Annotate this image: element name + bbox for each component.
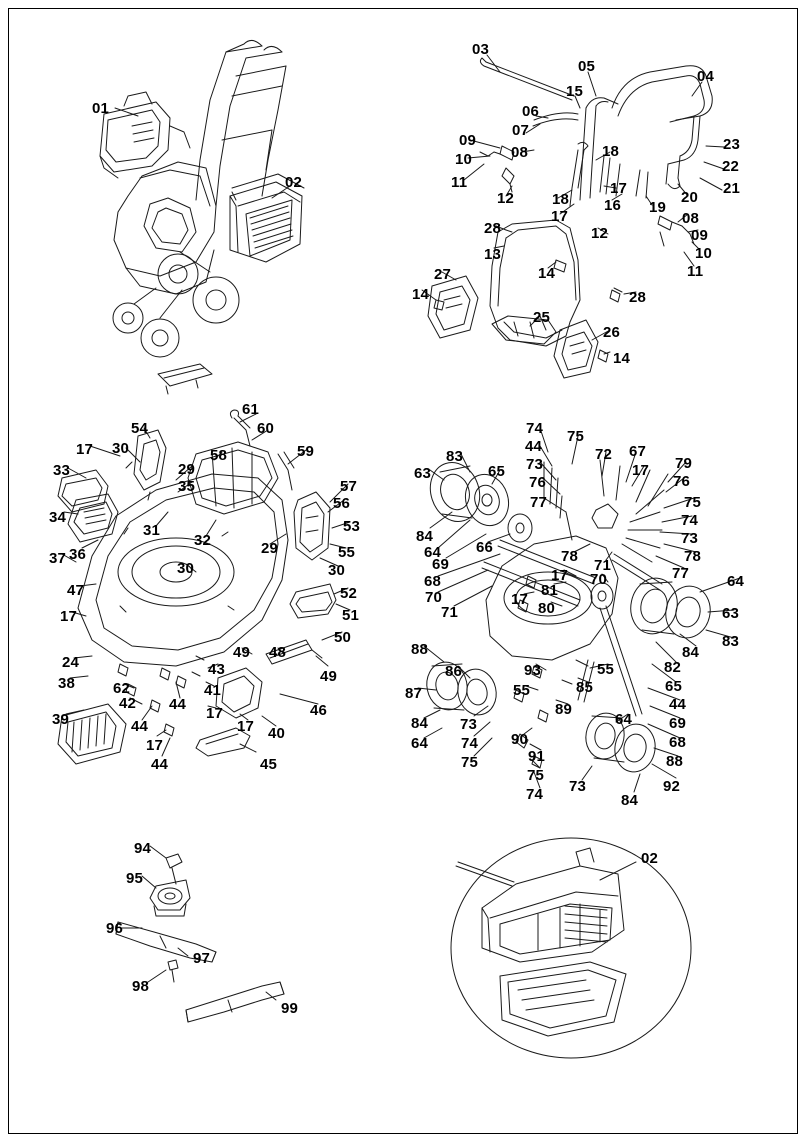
callout-64-c: 64 [615, 711, 633, 728]
callout-73-b: 73 [681, 530, 699, 547]
callout-44-e: 44 [669, 696, 687, 713]
callout-68-a: 68 [424, 573, 442, 590]
callout-76-b: 76 [673, 473, 691, 490]
callout-72: 72 [595, 446, 613, 463]
callout-26: 26 [603, 324, 621, 341]
callout-12-b: 12 [591, 225, 609, 242]
callout-74-b: 74 [681, 512, 699, 529]
callout-14-a: 14 [538, 265, 556, 282]
callout-50: 50 [334, 629, 352, 646]
callout-84-b: 84 [682, 644, 700, 661]
callout-17-h: 17 [632, 462, 650, 479]
callout-02-detail: 02 [641, 850, 659, 867]
callout-43: 43 [208, 661, 226, 678]
callout-10: 10 [455, 151, 473, 168]
callout-16: 16 [604, 197, 622, 214]
callout-98: 98 [132, 978, 150, 995]
callout-12: 12 [497, 190, 515, 207]
callout-73-a: 73 [526, 456, 544, 473]
callout-93: 93 [524, 662, 542, 679]
callout-28-a: 28 [484, 220, 502, 237]
callout-69-a: 69 [432, 556, 450, 573]
callout-66: 66 [476, 539, 494, 556]
callout-85: 85 [576, 679, 594, 696]
callout-44-a: 44 [169, 696, 187, 713]
callout-75-c: 75 [461, 754, 479, 771]
callout-55-c: 55 [513, 682, 531, 699]
callout-80: 80 [538, 600, 556, 617]
leaders-panel-5 [122, 846, 276, 1000]
callout-08-b: 08 [682, 210, 700, 227]
callout-29-b: 29 [261, 540, 279, 557]
callout-09: 09 [459, 132, 477, 149]
callout-09-b: 09 [691, 227, 709, 244]
callout-42: 42 [119, 695, 137, 712]
callout-64-a: 64 [424, 544, 442, 561]
callout-77-a: 77 [530, 494, 548, 511]
callout-22: 22 [722, 158, 740, 175]
callout-14-b: 14 [412, 286, 430, 303]
callout-40: 40 [268, 725, 286, 742]
callout-19: 19 [649, 199, 667, 216]
callout-21: 21 [723, 180, 741, 197]
callout-29-a: 29 [178, 461, 196, 478]
callout-74-d: 74 [526, 786, 544, 803]
callout-73-c: 73 [460, 716, 478, 733]
callout-69-b: 69 [669, 715, 687, 732]
callout-47: 47 [67, 582, 85, 599]
callout-30-c: 30 [177, 560, 195, 577]
callout-51: 51 [342, 607, 360, 624]
callout-90: 90 [511, 731, 529, 748]
callout-08: 08 [511, 144, 529, 161]
callout-38: 38 [58, 675, 76, 692]
callout-58: 58 [210, 447, 228, 464]
callout-75-a: 75 [567, 428, 585, 445]
callout-18-b: 18 [552, 191, 570, 208]
callout-02: 02 [285, 174, 303, 191]
callout-59: 59 [297, 443, 315, 460]
callout-17-a: 17 [610, 180, 628, 197]
callout-49-b: 49 [320, 668, 338, 685]
callout-84-c: 84 [411, 715, 429, 732]
callout-82: 82 [664, 659, 682, 676]
callout-97: 97 [193, 950, 211, 967]
callout-13: 13 [484, 246, 502, 263]
callout-76-a: 76 [529, 474, 547, 491]
callout-70-a: 70 [425, 589, 443, 606]
callout-70-b: 70 [590, 571, 608, 588]
callout-48: 48 [269, 644, 287, 661]
callout-84-a: 84 [416, 528, 434, 545]
callout-41: 41 [204, 682, 222, 699]
callout-35: 35 [178, 478, 196, 495]
art-grassbox-detail [451, 838, 691, 1058]
callout-17-b: 17 [551, 208, 569, 225]
callout-37: 37 [49, 550, 67, 567]
callout-94: 94 [134, 840, 152, 857]
callout-44-d: 44 [525, 438, 543, 455]
art-mower-assembly [100, 40, 304, 394]
callout-57: 57 [340, 478, 358, 495]
callout-71-b: 71 [441, 604, 459, 621]
callout-83-a: 83 [446, 448, 464, 465]
callout-86: 86 [445, 663, 463, 680]
callout-46: 46 [310, 702, 328, 719]
callout-24: 24 [62, 654, 80, 671]
callout-05: 05 [578, 58, 596, 75]
callout-88-a: 88 [411, 641, 429, 658]
callout-39: 39 [52, 711, 70, 728]
art-handle-assembly [428, 58, 715, 378]
callout-04: 04 [697, 68, 715, 85]
callout-64-d: 64 [411, 735, 429, 752]
callout-53: 53 [343, 518, 361, 535]
callout-74-a: 74 [526, 420, 544, 437]
callout-30-b: 30 [328, 562, 346, 579]
callout-65-a: 65 [488, 463, 506, 480]
callout-71-a: 71 [594, 557, 612, 574]
callout-45: 45 [260, 756, 278, 773]
callout-84-d: 84 [621, 792, 639, 809]
callout-32: 32 [194, 532, 212, 549]
callout-07: 07 [512, 122, 530, 139]
callout-23: 23 [723, 136, 741, 153]
callout-78-b: 78 [684, 548, 702, 565]
callout-75-d: 75 [527, 767, 545, 784]
callout-17-e: 17 [206, 705, 224, 722]
callout-73-d: 73 [569, 778, 587, 795]
callout-27: 27 [434, 266, 452, 283]
art-deck-left [58, 410, 336, 764]
callout-49-a: 49 [233, 644, 251, 661]
callout-99: 99 [281, 1000, 299, 1017]
callout-64-b: 64 [727, 573, 745, 590]
callout-68-b: 68 [669, 734, 687, 751]
callout-91: 91 [528, 748, 546, 765]
callout-54: 54 [131, 420, 149, 437]
callout-87: 87 [405, 685, 423, 702]
callout-55-a: 55 [338, 544, 356, 561]
callout-63-b: 63 [722, 605, 740, 622]
callout-20: 20 [681, 189, 699, 206]
callout-95: 95 [126, 870, 144, 887]
callout-17-f: 17 [237, 718, 255, 735]
callout-89: 89 [555, 701, 573, 718]
callout-75-b: 75 [684, 494, 702, 511]
callout-17-d: 17 [60, 608, 78, 625]
callout-44-b: 44 [131, 718, 149, 735]
callout-15: 15 [566, 83, 584, 100]
callout-60: 60 [257, 420, 275, 437]
callout-44-c: 44 [151, 756, 169, 773]
callout-79: 79 [675, 455, 693, 472]
callout-31: 31 [143, 522, 161, 539]
callout-81: 81 [541, 582, 559, 599]
callout-61: 61 [242, 401, 260, 418]
callout-33: 33 [53, 462, 71, 479]
callout-74-c: 74 [461, 735, 479, 752]
callout-11-b: 11 [687, 263, 704, 280]
callout-28-b: 28 [629, 289, 647, 306]
callout-83-b: 83 [722, 633, 740, 650]
callout-67: 67 [629, 443, 647, 460]
callout-77-b: 77 [672, 565, 690, 582]
callout-52: 52 [340, 585, 358, 602]
callout-62: 62 [113, 680, 131, 697]
callout-14-c: 14 [613, 350, 631, 367]
callout-17-g: 17 [146, 737, 164, 754]
callout-10-b: 10 [695, 245, 713, 262]
callout-01: 01 [92, 100, 110, 117]
callout-96: 96 [106, 920, 124, 937]
callout-17-c: 17 [76, 441, 94, 458]
callout-78-a: 78 [561, 548, 579, 565]
callout-65-b: 65 [665, 678, 683, 695]
callout-17-i: 17 [551, 567, 569, 584]
callout-25: 25 [533, 309, 551, 326]
callout-06: 06 [522, 103, 540, 120]
callout-55-b: 55 [597, 661, 615, 678]
callout-36: 36 [69, 546, 87, 563]
callout-88-b: 88 [666, 753, 684, 770]
callout-17-j: 17 [511, 591, 529, 608]
callout-63-a: 63 [414, 465, 432, 482]
callout-11: 11 [451, 174, 468, 191]
callout-56: 56 [333, 495, 351, 512]
callout-92: 92 [663, 778, 681, 795]
callout-18: 18 [602, 143, 620, 160]
callout-30-a: 30 [112, 440, 130, 457]
callout-03: 03 [472, 41, 490, 58]
callout-34: 34 [49, 509, 67, 526]
